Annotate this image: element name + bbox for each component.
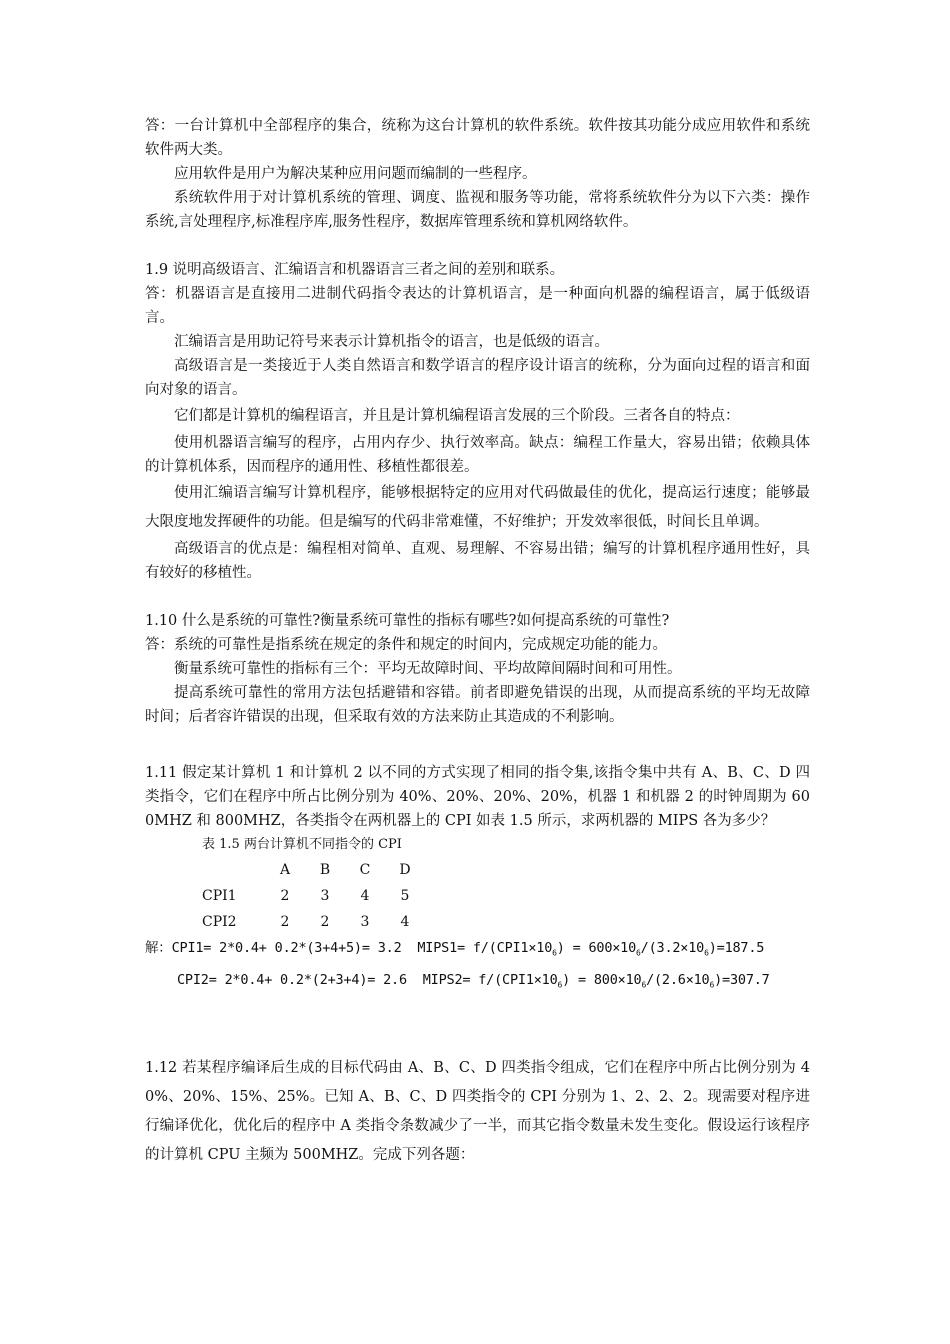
question-1-9-answer-3: 高级语言是一类接近于人类自然语言和数学语言的程序设计语言的统称，分为面向过程的语言和面向对象的语言。 — [145, 358, 810, 398]
table-header-cell: D — [399, 862, 411, 878]
question-1-9-answer-6: 使用汇编语言编写计算机程序，能够根据特定的应用对代码做最佳的优化，提高运行速度；能够最大限度地发挥硬件的功能。但是编写的代码非常难懂，不好维护；开发效率很低，时间长且单调。 — [145, 485, 810, 530]
solution-text: ) = 600×10 — [556, 940, 637, 956]
question-1-11-text: 1.11 假定某计算机 1 和计算机 2 以不同的方式实现了相同的指令集,该指令集中共有 A、B、C、D 四类指令，它们在程序中所占比例分别为 40%、20%、20%、20%，机器 1 和机器 2 的时钟周期为 600MHZ 和 800MHZ，各类指令在两机器上的 CPI 如表 1.5 所示，求两机器的 MIPS 各为多少？ — [145, 765, 810, 829]
table-cell: 2 — [320, 914, 330, 930]
question-1-9-text: 1.9 说明高级语言、汇编语言和机器语言三者之间的差别和联系。 — [145, 262, 565, 278]
intro-answer-paragraph-3: 系统软件用于对计算机系统的管理、调度、监视和服务等功能，常将系统软件分为以下六类：操作系统,言处理程序,标准程序库,服务性程序，数据库管理系统和算机网络软件。 — [145, 190, 810, 230]
table-row — [202, 883, 425, 909]
solution-text: /(3.2×10 — [640, 940, 705, 956]
section-gap — [145, 1030, 810, 1054]
exponent: 6 — [709, 980, 715, 990]
question-1-10 — [145, 609, 810, 729]
table-cell: 3 — [320, 888, 330, 904]
solution-line-1 — [145, 935, 810, 967]
question-1-9-answer-1: 答：机器语言是直接用二进制代码指令表达的计算机语言，是一种面向机器的编程语言，属于低级语言。 — [145, 286, 810, 326]
question-1-9-answer-5: 使用机器语言编写的程序，占用内存少、执行效率高。缺点：编程工作量大，容易出错；依赖具体的计算机体系，因而程序的通用性、移植性都很差。 — [145, 435, 810, 475]
question-1-12 — [145, 1054, 810, 1170]
table-header-cell: B — [319, 862, 331, 878]
question-1-9-answer-7: 高级语言的优点是：编程相对简单、直观、易理解、不容易出错；编写的计算机程序通用性好，具有较好的移植性。 — [145, 541, 810, 581]
section-gap — [145, 585, 810, 609]
solution-text: 解：CPI1= 2*0.4+ 0.2*(3+4+5)= 3.2 MIPS1= f/(CPI1×10 — [145, 940, 553, 956]
solution-text: )=307.7 — [714, 971, 770, 988]
table-corner-cell — [202, 857, 265, 883]
question-1-10-answer-2: 衡量系统可靠性的指标有三个：平均无故障时间、平均故障间隔时间和可用性。 — [174, 661, 682, 677]
intro-answer-paragraph-2: 应用软件是用户为解决某种应用问题而编制的一些程序。 — [174, 166, 537, 182]
question-1-10-answer-3: 提高系统可靠性的常用方法包括避错和容错。前者即避免错误的出现，从而提高系统的平均无故障时间；后者容许错误的出现，但采取有效的方法来防止其造成的不利影响。 — [145, 685, 810, 725]
solution-text: )=187.5 — [708, 940, 765, 956]
question-1-12-text: 1.12 若某程序编译后生成的目标代码由 A、B、C、D 四类指令组成，它们在程序中所占比例分别为 40%、20%、15%、25%。已知 A、B、C、D 四类指令的 CPI 分别为 1、2、2、2。现需要对程序进行编译优化，优化后的程序中 A 类指令条数减少了一半，而其它指令数量未发生变化。假设运行该程序的计算机 CPU 主频为 500MHZ。完成下列各题： — [145, 1060, 810, 1164]
table-header-cell: C — [359, 862, 371, 878]
exponent: 6 — [636, 948, 641, 958]
table-row — [202, 909, 425, 935]
question-1-10-text: 1.10 什么是系统的可靠性?衡量系统可靠性的指标有哪些?如何提高系统的可靠性? — [145, 613, 670, 629]
intro-answer-paragraph-1: 答：一台计算机中全部程序的集合，统称为这台计算机的软件系统。软件按其功能分成应用软件和系统软件两大类。 — [145, 118, 810, 158]
table-cell: 4 — [400, 914, 410, 930]
table-cell: 4 — [360, 888, 370, 904]
exponent: 6 — [641, 980, 647, 990]
table-cell: 5 — [400, 888, 410, 904]
solution-text: ) = 800×10 — [562, 971, 642, 988]
intro-answer — [145, 114, 810, 234]
table-cell: 2 — [280, 888, 290, 904]
solution-line-2 — [145, 967, 810, 999]
exponent: 6 — [704, 948, 709, 958]
document-body — [145, 114, 810, 1170]
exponent: 6 — [552, 948, 557, 958]
cpi-table — [202, 857, 425, 935]
table-cell: 3 — [360, 914, 370, 930]
question-1-9-answer-2: 汇编语言是用助记符号来表示计算机指令的语言，也是低级的语言。 — [174, 334, 609, 350]
table-row-label: CPI1 — [202, 888, 237, 904]
section-gap — [145, 234, 810, 258]
table-row-label: CPI2 — [202, 914, 237, 930]
solution-text: /(2.6×10 — [646, 971, 710, 988]
question-1-9 — [145, 258, 810, 585]
section-gap — [145, 729, 810, 761]
question-1-9-answer-4: 它们都是计算机的编程语言，并且是计算机编程语言发展的三个阶段。三者各自的特点： — [174, 408, 740, 424]
solution-text: CPI2= 2*0.4+ 0.2*(2+3+4)= 2.6 MIPS2= f/(CPI1×10 — [177, 971, 558, 988]
table-cell: 2 — [280, 914, 290, 930]
table-header-cell: A — [279, 862, 291, 878]
exponent: 6 — [557, 980, 563, 990]
question-1-10-answer-1: 答：系统的可靠性是指系统在规定的条件和规定的时间内，完成规定功能的能力。 — [145, 637, 667, 653]
question-1-11 — [145, 761, 810, 998]
table-caption: 表 1.5 两台计算机不同指令的 CPI — [202, 837, 402, 852]
section-gap — [145, 998, 810, 1030]
table-header-row — [202, 857, 425, 883]
